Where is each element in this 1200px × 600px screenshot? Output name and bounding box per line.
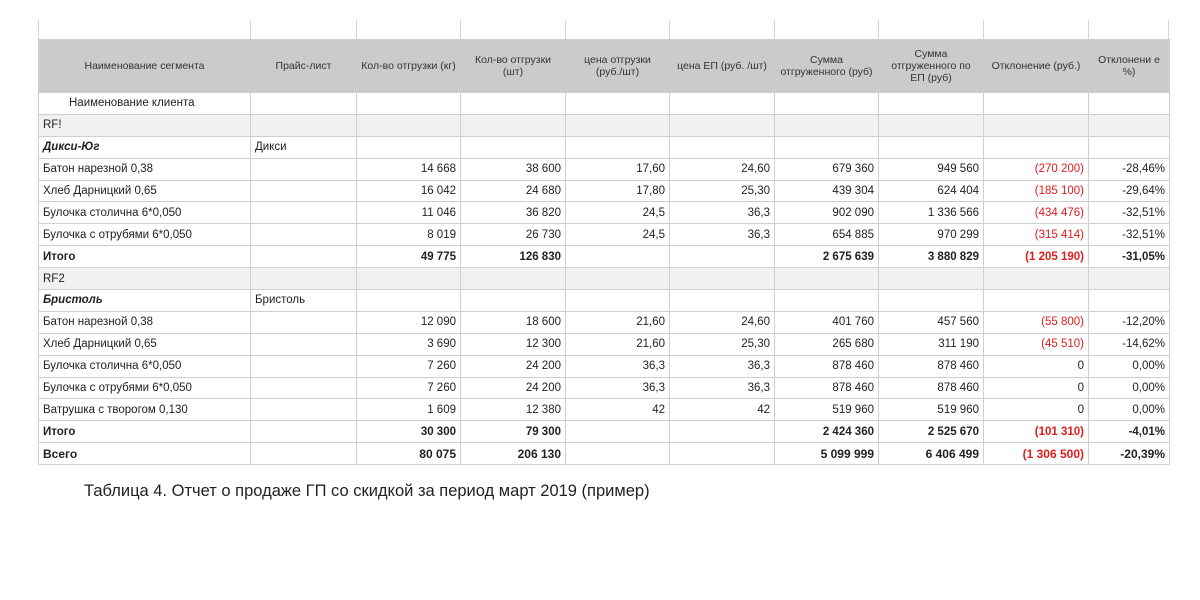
price-ep-cell: 36,3 [670,202,775,224]
sum-cell: 679 360 [775,158,879,180]
table-row [39,333,1170,355]
client-label-row [39,93,1170,115]
table-body [39,93,1170,465]
deviation-cell: (45 510) [984,333,1089,355]
subtotal-label: Итого [39,421,251,443]
qty-pcs-cell: 26 730 [461,224,566,246]
sum-ep-cell: 878 460 [879,377,984,399]
sum-cell: 265 680 [775,333,879,355]
qty-pcs-cell: 12 300 [461,333,566,355]
sum-ep-cell: 949 560 [879,158,984,180]
subtotal-sum: 2 424 360 [775,421,879,443]
table-header-row [39,40,1170,93]
price-cell: 24,5 [566,224,670,246]
deviation-pct-cell: -32,51% [1089,202,1170,224]
qty-pcs-cell: 18 600 [461,311,566,333]
qty-pcs-cell: 36 820 [461,202,566,224]
col-header-dev-pct: Отклонени е %) [1089,40,1170,93]
deviation-cell: 0 [984,355,1089,377]
price-ep-cell: 25,30 [670,333,775,355]
deviation-pct-cell: -29,64% [1089,180,1170,202]
region-row [39,114,1170,136]
subtotal-deviation: (1 205 190) [984,246,1089,268]
grand-total-label: Всего [39,443,251,465]
col-header-price-ep: цена ЕП (руб. /шт) [670,40,775,93]
subtotal-deviation-pct: -31,05% [1089,246,1170,268]
sum-ep-cell: 624 404 [879,180,984,202]
sum-ep-cell: 457 560 [879,311,984,333]
qty-kg-cell: 14 668 [357,158,461,180]
product-name: Булочка с отрубями 6*0,050 [39,377,251,399]
deviation-cell: (315 414) [984,224,1089,246]
table-row [39,202,1170,224]
subtotal-deviation-pct: -4,01% [1089,421,1170,443]
price-ep-cell: 36,3 [670,377,775,399]
deviation-cell: 0 [984,399,1089,421]
table-row [39,399,1170,421]
deviation-pct-cell: -12,20% [1089,311,1170,333]
col-header-qty-pcs: Кол-во отгрузки (шт) [461,40,566,93]
sum-cell: 902 090 [775,202,879,224]
price-cell: 24,5 [566,202,670,224]
table-row [39,158,1170,180]
price-cell: 17,80 [566,180,670,202]
qty-kg-cell: 7 260 [357,377,461,399]
qty-pcs-cell: 12 380 [461,399,566,421]
segment-row [39,136,1170,158]
qty-pcs-cell: 24 680 [461,180,566,202]
pricelist-name: Бристоль [251,290,357,312]
product-name: Булочка столична 6*0,050 [39,202,251,224]
segment-row [39,290,1170,312]
deviation-pct-cell: -14,62% [1089,333,1170,355]
deviation-pct-cell: 0,00% [1089,399,1170,421]
price-cell: 17,60 [566,158,670,180]
grand-total-sum-ep: 6 406 499 [879,443,984,465]
product-name: Булочка столична 6*0,050 [39,355,251,377]
sum-ep-cell: 1 336 566 [879,202,984,224]
qty-kg-cell: 1 609 [357,399,461,421]
grand-total-row [39,443,1170,465]
table-row [39,311,1170,333]
col-header-qty-kg: Кол-во отгрузки (кг) [357,40,461,93]
client-label: Наименование клиента [39,93,251,115]
qty-kg-cell: 12 090 [357,311,461,333]
sales-report-table [38,39,1170,465]
table-row [39,180,1170,202]
table-row [39,355,1170,377]
region-label: RF2 [39,268,251,290]
product-name: Хлеб Дарницкий 0,65 [39,333,251,355]
price-ep-cell: 24,60 [670,158,775,180]
col-header-dev-rub: Отклонение (руб.) [984,40,1089,93]
deviation-pct-cell: -28,46% [1089,158,1170,180]
sum-ep-cell: 519 960 [879,399,984,421]
deviation-cell: 0 [984,377,1089,399]
price-cell: 21,60 [566,333,670,355]
subtotal-sum-ep: 2 525 670 [879,421,984,443]
grand-total-sum: 5 099 999 [775,443,879,465]
sum-ep-cell: 878 460 [879,355,984,377]
qty-kg-cell: 8 019 [357,224,461,246]
qty-kg-cell: 16 042 [357,180,461,202]
table-row [39,377,1170,399]
grand-total-deviation: (1 306 500) [984,443,1089,465]
col-header-sum-shipped: Сумма отгруженного (руб) [775,40,879,93]
region-row [39,268,1170,290]
qty-kg-cell: 11 046 [357,202,461,224]
grand-total-deviation-pct: -20,39% [1089,443,1170,465]
subtotal-sum-ep: 3 880 829 [879,246,984,268]
product-name: Батон нарезной 0,38 [39,311,251,333]
price-cell: 36,3 [566,377,670,399]
subtotal-pcs: 79 300 [461,421,566,443]
grid-stub-lines [38,20,1169,39]
price-cell: 36,3 [566,355,670,377]
subtotal-kg: 49 775 [357,246,461,268]
qty-kg-cell: 7 260 [357,355,461,377]
sum-ep-cell: 311 190 [879,333,984,355]
price-ep-cell: 42 [670,399,775,421]
table-row [39,224,1170,246]
sum-cell: 878 460 [775,355,879,377]
deviation-pct-cell: 0,00% [1089,355,1170,377]
subtotal-deviation: (101 310) [984,421,1089,443]
segment-name: Дикси-Юг [39,136,251,158]
price-ep-cell: 24,60 [670,311,775,333]
sum-cell: 654 885 [775,224,879,246]
deviation-cell: (434 476) [984,202,1089,224]
price-ep-cell: 25,30 [670,180,775,202]
deviation-pct-cell: -32,51% [1089,224,1170,246]
subtotal-row [39,421,1170,443]
col-header-segment: Наименование сегмента [39,40,251,93]
col-header-price-ship: цена отгрузки (руб./шт) [566,40,670,93]
qty-kg-cell: 3 690 [357,333,461,355]
product-name: Батон нарезной 0,38 [39,158,251,180]
subtotal-label: Итого [39,246,251,268]
segment-name: Бристоль [39,290,251,312]
subtotal-kg: 30 300 [357,421,461,443]
sum-ep-cell: 970 299 [879,224,984,246]
subtotal-sum: 2 675 639 [775,246,879,268]
qty-pcs-cell: 38 600 [461,158,566,180]
subtotal-pcs: 126 830 [461,246,566,268]
deviation-cell: (55 800) [984,311,1089,333]
deviation-cell: (270 200) [984,158,1089,180]
price-ep-cell: 36,3 [670,224,775,246]
product-name: Булочка с отрубями 6*0,050 [39,224,251,246]
col-header-sum-ep: Сумма отгруженного по ЕП (руб) [879,40,984,93]
qty-pcs-cell: 24 200 [461,377,566,399]
qty-pcs-cell: 24 200 [461,355,566,377]
product-name: Ватрушка с творогом 0,130 [39,399,251,421]
sum-cell: 519 960 [775,399,879,421]
price-ep-cell: 36,3 [670,355,775,377]
price-cell: 42 [566,399,670,421]
sum-cell: 878 460 [775,377,879,399]
sum-cell: 439 304 [775,180,879,202]
table-caption: Таблица 4. Отчет о продаже ГП со скидкой за период март 2019 (пример) [84,482,650,500]
pricelist-name: Дикси [251,136,357,158]
price-cell: 21,60 [566,311,670,333]
product-name: Хлеб Дарницкий 0,65 [39,180,251,202]
subtotal-row [39,246,1170,268]
col-header-pricelist: Прайс-лист [251,40,357,93]
region-label: RF! [39,114,251,136]
grand-total-pcs: 206 130 [461,443,566,465]
grand-total-kg: 80 075 [357,443,461,465]
sum-cell: 401 760 [775,311,879,333]
deviation-pct-cell: 0,00% [1089,377,1170,399]
deviation-cell: (185 100) [984,180,1089,202]
